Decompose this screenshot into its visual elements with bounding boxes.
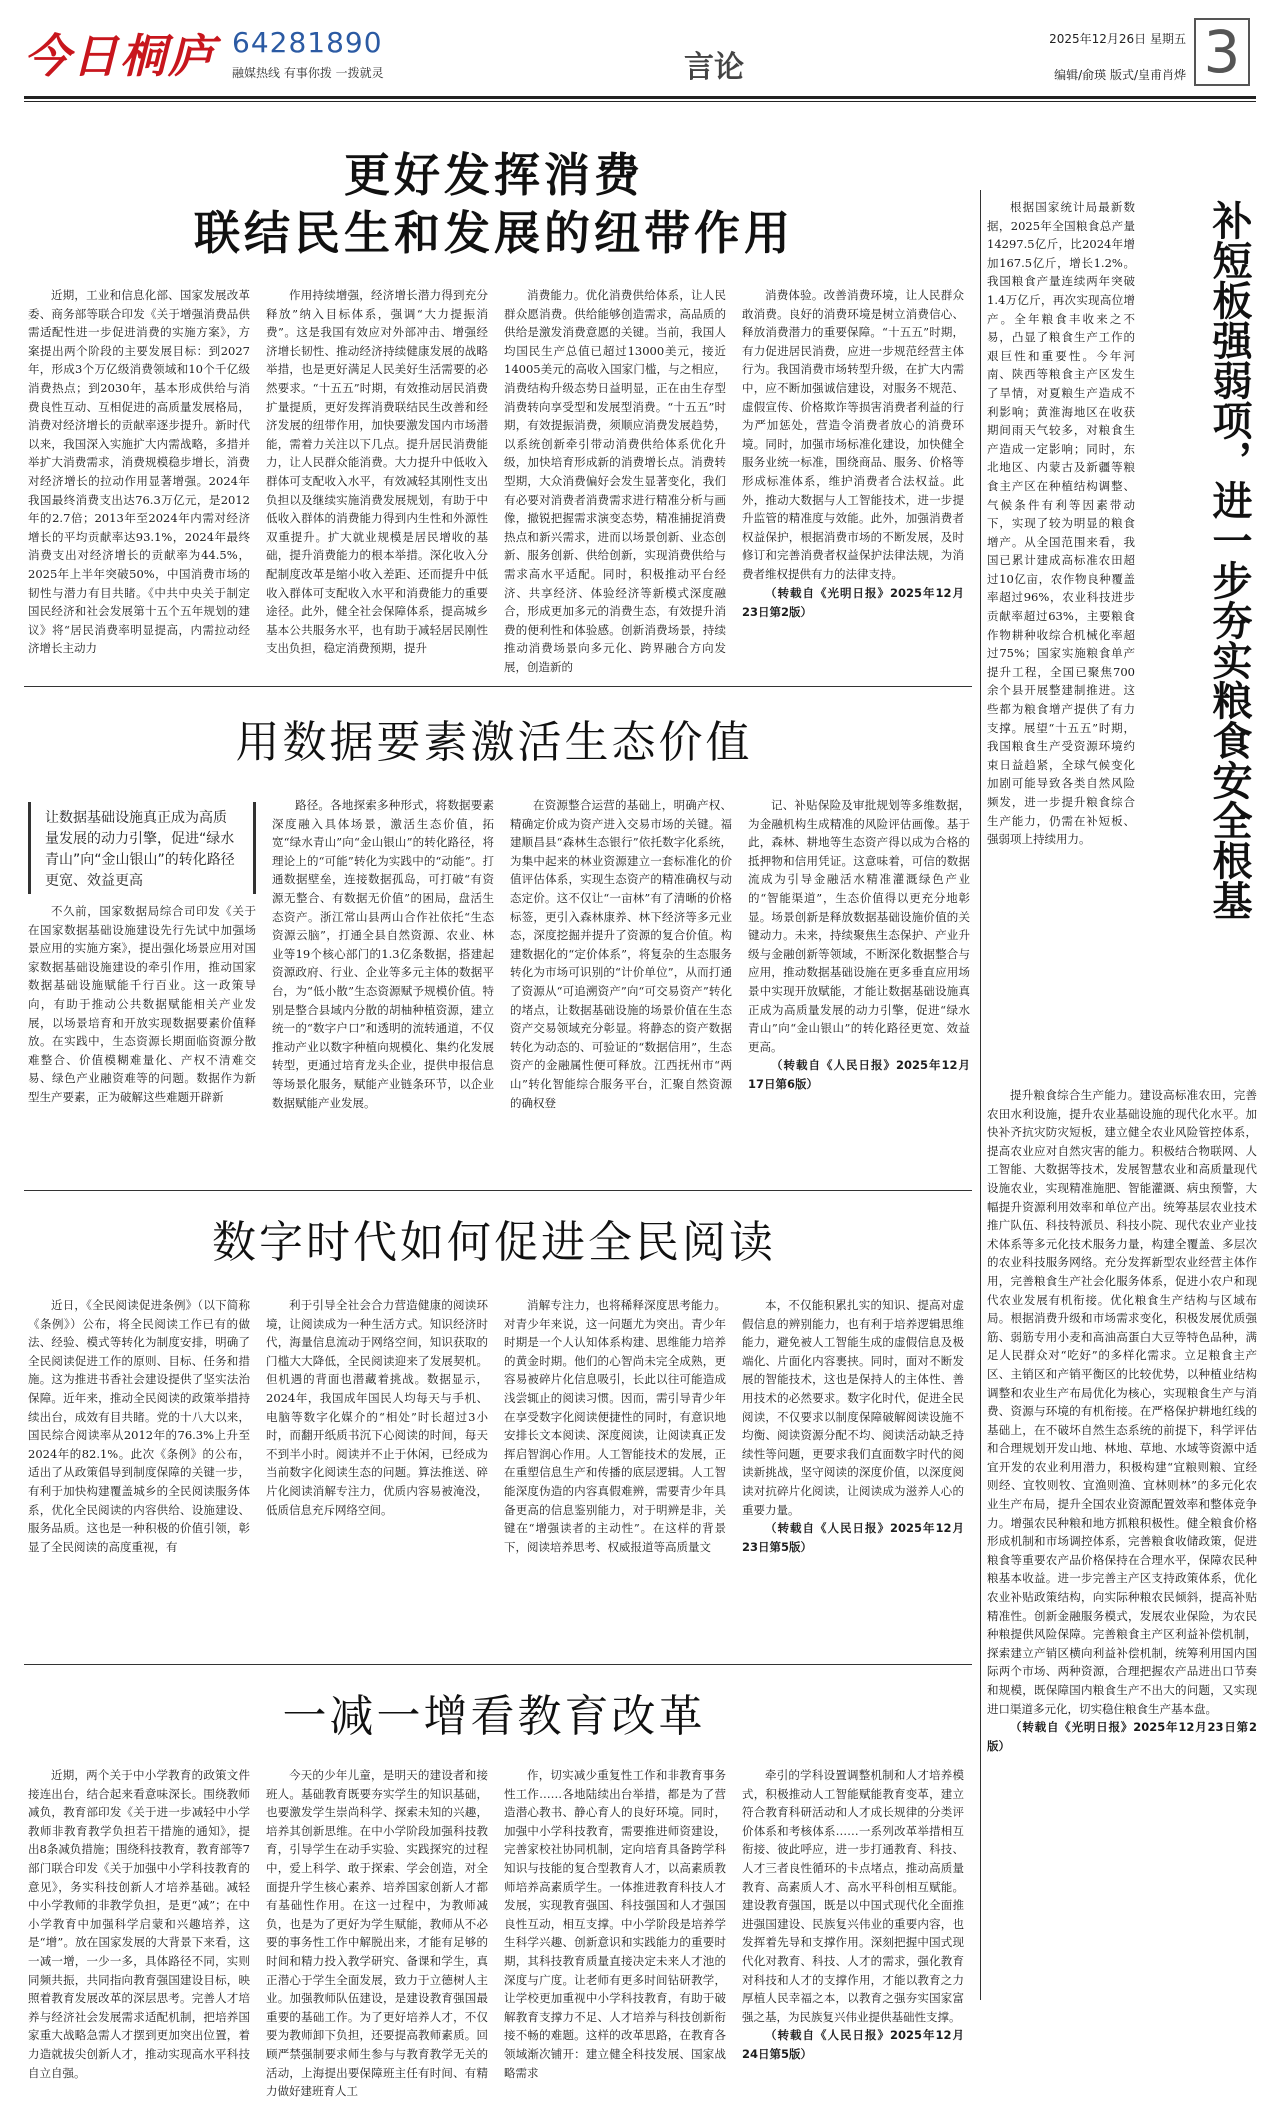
hotline-number: 64281890 (232, 26, 383, 59)
sidebar-top-text: 根据国家统计局最新数据，2025年全国粮食总产量14297.5亿斤，比2024年增加167.5亿斤，增长1.2%。我国粮食产量连续两年突破1.4万亿斤，再次实现高位增产。全年粮食丰收来之不易，凸显了粮食生产工作的艰巨性和重要性。今年河南、陕西等粮食主产区发生了旱情，对夏粮生产造成不利影响；黄淮海地区在收获期间雨天气较多，对粮食生产造成一定影响；同时，东北地区、内蒙古及新疆等粮食主产区在种植结构调整、气候条件有利等因素带动下，实现了较为明显的粮食增产。从全国范围来看，我国已累计建成高标准农田超过10亿亩，农作物良种覆盖率超过96%，农业科技进步贡献率超过63%，主要粮食作物耕种收综合机械化率超过75%；国家实施粮食单产提升工程，全国已聚焦700余个县开展整建制推进。这些都为粮食增产提供了有力支撑。展望“十五五”时期，我国粮食生产受资源环境约束日益趋紧，全球气候变化加剧可能导致各类自然风险频发，进一步提升粮食综合生产能力，仍需在补短板、强弱项上持续用力。 (987, 200, 1135, 847)
section-name: 言论 (684, 50, 744, 85)
article3-col2: 利于引导全社会合力营造健康的阅读环境，让阅读成为一种生活方式。知识经济时代，海量信息流动于网络空间，知识获取的门槛大大降低，全民阅读迎来了发展契机。但机遇的背面也潜藏着挑战。数据显示，2024年，我国成年国民人均每天与手机、电脑等数字化媒介的“相处”时长超过3小时，而翻开纸质书沉下心阅读的时间，每天不到半小时。阅读并不止于休闲，已经成为当前数字化阅读生态的问题。算法推送、碎片化阅读消解专注力，优质内容易被淹没，低质信息充斥网络空间。 (266, 1298, 488, 1517)
article3-body (28, 1296, 972, 1656)
article1-title-line1: 更好发挥消费 (344, 148, 644, 202)
article2-col1: 不久前，国家数据局综合司印发《关于在国家数据基础设施建设先行先试中加强场景应用的实施方案》，提出强化场景应用对国家数据基础设施建设的牵引作用，推动国家数据基础设施赋能千行百业。这一政策导向，有助于推动公共数据赋能相关产业发展，以场景培育和开放实现数据要素价值释放。在实践中，生态资源长期面临资源分散难整合、价值模糊难量化、产权不清难交易、绿色产业融资难等的问题。数据作为新型生产要素，正为破解这些难题开辟新 (28, 904, 256, 1104)
sidebar-divider (980, 190, 981, 2000)
divider-1 (24, 686, 972, 687)
article3-col3: 消解专注力，也将稀释深度思考能力。对青少年来说，这一问题尤为突出。青少年时期是一个人认知体系构建、思维能力培养的黄金时期。他们的心智尚未完全成熟，更容易被碎片化信息吸引，长此以往可能造成浅尝辄止的阅读习惯。因而，需引导青少年在享受数字化阅读便捷性的同时，有意识地安排长文本阅读、深度阅读，让阅读真正发挥启智润心作用。人工智能技术的发展，正在重塑信息生产和传播的底层逻辑。人工智能深度伪造的内容真假难辨，需要青少年具备更高的信息鉴别能力，对于明辨是非，关键在“增强读者的主动性”。在这样的背景下，阅读培养思考、权威报道等高质量文 (504, 1298, 726, 1554)
article1-headline (24, 146, 964, 262)
article4-col4: 牵引的学科设置调整机制和人才培养模式，积极推动人工智能赋能教育变革，建立符合教育科研活动和人才成长规律的分类评价体系和考核体系……一系列改革举措相互衔接、彼此呼应，进一步打通教育、科技、人才三者良性循环的卡点堵点，推动高质量教育、高素质人才、高水平科创相互赋能。建设教育强国，既是以中国式现代化全面推进强国建设、民族复兴伟业的重要内容，也发挥着先导和支撑作用。深刻把握中国式现代化对教育、科技、人才的需求，强化教育对科技和人才的支撑作用，才能以教育之力厚植人民幸福之本，以教育之强夯实国家富强之基，为民族复兴伟业提供基础性支撑。 （转载自《人民日报》2025年12月24日第5版） (742, 1766, 964, 2000)
article3-headline: 数字时代如何促进全民阅读 (212, 1217, 776, 1268)
article1-body (28, 286, 972, 674)
article4-col3: 作，切实减少重复性工作和非教育事务性工作……各地陆续出台举措，都是为了营造潜心教书、静心育人的良好环境。同时，加强中小学科技教育，需要推进师资建设，完善家校社协同机制，定向培育具备跨学科知识与技能的复合型教育人才，以高素质教师培养高素质学生。一体推进教育科技人才发展，实现教育强国、科技强国和人才强国良性互动，相互支撑。中小学阶段是培养学生科学兴趣、创新意识和实践能力的重要时期，其科技教育质量直接决定未来人才池的深度与广度。让老师有更多时间钻研教学，让学校更加重视中小学科技教育，有助于破解教育支撑力不足、人才培养与科技创新衔接不畅的难题。这样的改革思路，在教育各领域渐次铺开：建立健全科技发展、国家战略需求 (504, 1768, 726, 2080)
article4-body (28, 1766, 972, 2099)
divider-2 (24, 1190, 972, 1191)
issue-date: 2025年12月26日 星期五 (1049, 32, 1186, 46)
article2-pullquote: 让数据基础设施真正成为高质量发展的动力引擎，促进“绿水青山”向“金山银山”的转化路径更宽、效益更高 (28, 802, 256, 894)
article2-source: （转载自《人民日报》2025年12月17日第6版） (748, 1058, 970, 1092)
masthead (24, 14, 1256, 94)
article4-col1: 近期，两个关于中小学教育的政策文件接连出台，结合起来看意味深长。围绕教师减负，教育部印发《关于进一步减轻中小学教师非教育教学负担若干措施的通知》，提出8条减负措施；围绕科技教育，教育部等7部门联合印发《关于加强中小学科技教育的意见》，务实科技创新人才培养基础。减轻中小学教师的非教学负担，是更“减”；在中小学教育中加强科学启蒙和兴趣培养，这是“增”。放在国家发展的大背景下来看，这一减一增，一少一多，具体路径不同，实则同频共振，共同指向教育强国建设目标，映照着教育发展改革的深层思考。完善人才培养与经济社会发展需求适配机制，把培养国家重大战略急需人才摆到更加突出位置，着力造就拔尖创新人才，推动实现高水平科技自立自强。 (28, 1768, 250, 2080)
article4-headline: 一减一增看教育改革 (282, 1691, 706, 1742)
article1-col3: 消费能力。优化消费供给体系，让人民群众愿消费。供给能够创造需求，高品质的供给是激发消费意愿的关键。当前，我国人均国民生产总值已超过13000美元，接近14005美元的高收入国家门槛，与之相应，消费结构升级态势日益明显，正在由生存型消费转向享受型和发展型消费。“十五五”时期，有效提振消费，须顺应消费发展趋势，以系统创新牵引带动消费供给体系优化升级，加快培育形成新的消费增长点。消费转型期，大众消费偏好会发生显著变化，我们有必要对消费者消费需求进行精准分析与画像，撤锐把握需求演变态势，精准捕捉消费热点和新兴需求，进而以场景创新、业态创新、服务创新、供给创新，实现消费供给与需求高水平适配。同时，积极推动平台经济、共享经济、体验经济等新模式深度融合，形成更加多元的消费生态，有效提升消费的便利性和体验感。创新消费场景，持续推动消费场景向多元化、跨界融合方向发展，创造新的 (504, 288, 726, 674)
article1-col2: 作用持续增强，经济增长潜力得到充分释放”纳入目标体系，强调“大力提振消费”。这是我国有效应对外部冲击、增强经济增长韧性、推动经济持续健康发展的战略举措，也是更好满足人民美好生活需要的必然要求。“十五五”时期，有效推动居民消费扩量提质，更好发挥消费联结民生改善和经济发展的纽带作用，加快要激发国内市场潜能，需着力关注以下几点。提升居民消费能力，让人民群众能消费。大力提升中低收入群体可支配收入水平，有效减轻其刚性支出负担以及继续实施消费发展规划，有助于中低收入群体的消费能力得到内生性和外源性双重提升。扩大就业规模是居民增收的基础，提升消费能力的根本举措。深化收入分配制度改革是缩小收入差距、还而提升中低收入群体可支配收入水平和消费能力的重要途径。此外，健全社会保障体系，提高城乡基本公共服务水平，也有助于减轻居民刚性支出负担，稳定消费预期，提升 (266, 288, 488, 656)
article2-col3: 在资源整合运营的基础上，明确产权、精确定价成为资产进入交易市场的关键。福建顺昌县“森林生态银行”依托数字化系统，为集中起来的林业资源建立一套标准化的价值评估体系，实现生态资产的精准确权与动态定价。这不仅让“一亩林”有了清晰的价格标签，更引入森林康养、林下经济等多元业态，深度挖掘并提升了资源的复合价值。构建数据化的“定价体系”，将复杂的生态服务转化为市场可识别的“计价单位”，从而打通了资源从“可追溯资产”向“可交易资产”转化的堵点，让数据基础设施的场景价值在生态资产交易领域充分彰显。将静态的资产数据转化为动态的、可验证的“数据信用”，生态资产的金融属性便可释放。江西抚州市“两山”转化智能综合服务平台，汇聚自然资源的确权登 (510, 798, 732, 1110)
article2-body (272, 796, 972, 1184)
divider-3 (24, 1664, 972, 1665)
article3-col4: 本，不仅能积累扎实的知识、提高对虚假信息的辨别能力，也有利于培养逻辑思维能力，避免被人工智能生成的虚假信息及极端化、片面化内容裹挟。同时，面对不断发展的智能技术，这也是保持人的主体性、善用技术的必然要求。数字化时代，促进全民阅读，不仅要求以制度保障破解阅读设施不均衡、阅读资源分配不均、阅读活动缺乏持续性等问题，更要求我们直面数字时代的阅读新挑战，坚守阅读的深度价值，以深度阅读对抗碎片化阅读，让阅读成为滋养人心的重要力量。 （转载自《人民日报》2025年12月23日第5版） (742, 1296, 964, 1656)
article4-source: （转载自《人民日报》2025年12月24日第5版） (742, 2028, 964, 2062)
article2-col4: 记、补贴保险及审批规划等多维数据，为金融机构生成精准的风险评估画像。基于此，森林、耕地等生态资产得以成为合格的抵押物和信用凭证。这意味着，可信的数据流成为引导金融活水精准灌溉绿色产业的“智能渠道”，生态价值得以更充分地彰显。场景创新是释放数据基础设施价值的关键动力。未来，持续聚焦生态保护、产业升级与金融创新等领域，不断深化数据整合与应用，推动数据基础设施在更多垂直应用场景中实现开放赋能，才能让数据基础设施真正成为高质量发展的动力引擎，促进“绿水青山”向“金山银山”的转化路径更宽、效益更高。 （转载自《人民日报》2025年12月17日第6版） (748, 796, 970, 1184)
sidebar-source: （转载自《光明日报》2025年12月23日第2版） (987, 1720, 1257, 1754)
sidebar-headline: 补短板强弱项，进一步夯实粮食安全根基 (1206, 200, 1252, 920)
article2-headline: 用数据要素激活生态价值 (235, 717, 753, 768)
article1-col1: 近期，工业和信息化部、国家发展改革委、商务部等联合印发《关于增强消费品供需适配性进一步促进消费的实施方案》，方案提出两个阶段的主要发展目标：到2027年，形成3个万亿级消费领域和10个千亿级消费热点；到2030年，基本形成供给与消费良性互动、互相促进的高质量发展格局，消费对经济增长的贡献率逐步提升。新时代以来，我国深入实施扩大内需战略，多措并举扩大消费需求，消费规模稳步增长，消费对经济增长的拉动作用显著增强。2024年我国最终消费支出达76.3万亿元，是2012年的2.7倍；2013年至2024年内需对经济增长的平均贡献率达93.1%，2024年最终消费支出对经济增长的贡献率为44.5%，2025年上半年突破50%，中国消费市场的韧性与潜力有目共睹。《中共中央关于制定国民经济和社会发展第十五个五年规划的建议》将“居民消费率明显提高，内需拉动经济增长主动力 (28, 288, 250, 656)
page-number: 3 (1194, 18, 1250, 86)
hotline-slogan: 融媒热线 有事你拨 一拨就灵 (232, 66, 384, 80)
article1-col4: 消费体验。改善消费环境，让人民群众敢消费。良好的消费环境是树立消费信心、释放消费潜力的重要保障。“十五五”时期，有力促进居民消费，应进一步规范经营主体行为。我国消费市场转型升级，在扩大内需中，应不断加强诚信建设，对服务不规范、虚假宣传、价格欺诈等损害消费者利益的行为严加惩处，营造令消费者放心的消费环境。同时，加强市场标准化建设，加快健全服务业统一标准，围绕商品、服务、价格等形成标准体系，维护消费者合法权益。此外，推动大数据与人工智能技术，进一步提升监管的精准度与效能。此外，加强消费者权益保护，根据消费市场的不断发展，及时修订和完善消费者权益保护法律法规，为消费者维权提供有力的法律支持。 （转载自《光明日报》2025年12月23日第2版） (742, 286, 964, 674)
article3-col1: 近日，《全民阅读促进条例》（以下简称《条例》）公布，将全民阅读工作已有的做法、经验、模式等转化为制度安排，明确了全民阅读促进工作的原则、目标、任务和措施。这为推进书香社会建设提供了坚实法治保障。近年来，推动全民阅读的政策举措持续出台，成效有目共睹。党的十八大以来，国民综合阅读率从2012年的76.3%上升至2024年的82.1%。此次《条例》的公布，适出了从政策倡导到制度保障的关键一步，有利于加快构建覆盖城乡的全民阅读服务体系，优化全民阅读的内容供给、设施建设、服务品质。这也是一种积极的价值引领，彰显了全民阅读的高度重视，有 (28, 1298, 250, 1554)
article3-source: （转载自《人民日报》2025年12月23日第5版） (742, 1521, 964, 1555)
article4-col2: 今天的少年儿童，是明天的建设者和接班人。基础教育既要夯实学生的知识基础，也要激发学生崇尚科学、探索未知的兴趣，培养其创新思维。在中小学阶段加强科技教育，引导学生在动手实验、实践探究的过程中，爱上科学、敢于探索、学会创造，对全面提升学生核心素养、培养国家创新人才都有基础性作用。在这一过程中，为教师减负，也是为了更好为学生赋能，教师从不必要的事务性工作中解脱出来，才能有足够的时间和精力投入教学研究、备课和学生，真正潜心于学生全面发展，致力于立德树人主业。加强教师队伍建设，是建设教育强国最重要的基础工作。为了更好培养人才，不仅要为教师卸下负担，还要提高教师素质。回顾严禁强制要求师生参与与教育教学无关的活动，上海提出要保障班主任有时间、有精力做好建班育人工 (266, 1768, 488, 2099)
masthead-rule-thin (24, 101, 1256, 102)
editor-credits: 编辑/俞瑛 版式/皇甫肖烨 (1054, 68, 1186, 82)
article1-title-line2: 联结民生和发展的纽带作用 (194, 206, 794, 260)
sidebar-bottom-text: 提升粮食综合生产能力。建设高标准农田，完善农田水利设施，提升农业基础设施的现代化水平。加快补齐抗灾防灾短板，建立健全农业风险管控体系，提高农业应对自然灾害的能力。积极结合物联网、人工智能、大数据等技术，发展智慧农业和高质量现代设施农业，实现精准施肥、智能灌溉、病虫预警，大幅提升资源利用效率和单位产出。统筹基层农业技术推广队伍、科技特派员、科技小院、现代农业产业技术体系等多元化技术服务力量，构建全覆盖、多层次的农业科技服务网络。充分发挥新型农业经营主体作用，完善粮食生产社会化服务体系，促进小农户和现代农业发展有机衔接。优化粮食生产结构与区域布局。根据消费升级和市场需求变化，积极发展优质强筋、弱筋专用小麦和高油高蛋白大豆等特色品种，满足人民群众对“吃好”的多样化需求。立足粮食主产区、主销区和产销平衡区的比较优势，以种植业结构调整和农业生产布局优化为核心，实现粮食生产与消费、资源与环境的有机衔接。在严格保护耕地红线的基础上，在不破坏自然生态系统的前提下，科学评估和合理规划开发山地、林地、草地、水域等资源中适宜开发的农业利用潜力，积极构建“宜粮则粮、宜经则经、宜牧则牧、宜渔则渔、宜林则林”的多元化农业生产布局，提升全国农业资源配置效率和整体竞争力。增强农民种粮和地方抓粮积极性。健全粮食价格形成机制和市场调控体系，完善粮食收储政策，促进粮食等重要农产品价格保持在合理水平，保障农民种粮基本收益。进一步完善主产区支持政策体系，优化农业补贴政策结构，向实际种粮农民倾斜，提高补贴精准性。创新金融服务模式，发展农业保险，为农民种粮提供风险保障。完善粮食主产区利益补偿机制，探索建立产销区横向利益补偿机制，统筹利用国内国际两个市场、两种资源，合理把握农产品进出口节奏和规模，既保障国内粮食生产不出大的问题，又实现进口渠道多元化，切实稳住粮食生产基本盘。 （转载自《光明日报》2025年12月23日第2版） (987, 1086, 1257, 1986)
article1-source: （转载自《光明日报》2025年12月23日第2版） (742, 585, 964, 619)
masthead-rule (24, 96, 1256, 99)
newspaper-logo: 今日桐庐 (24, 29, 216, 83)
article2-col2: 路径。各地探索多种形式，将数据要素深度融入具体场景，激活生态价值，拓宽“绿水青山”向“金山银山”的转化路径，将理论上的“可能”转化为实践中的“动能”。打通数据壁垒，连接数据孤岛，可打破“有资源无整合、有数据无价值”的困局，盘活生态资产。浙江常山县两山合作社依托“生态资源云脑”，打通全县自然资源、农业、林业等19个核心部门的1.3亿条数据，搭建起资源政府、行业、企业等多元主体的数据平台，为“低小散”生态资源赋予规模价值。特别是整合县域内分散的胡柚种植资源，建立统一的“数字户口”和透明的流转通道，不仅推动产业以数字种植向规模化、集约化发展转型，更通过培育龙头企业，提供申报信息等场景化服务，赋能产业链条环节，以企业数据赋能产业发展。 (272, 798, 494, 1110)
